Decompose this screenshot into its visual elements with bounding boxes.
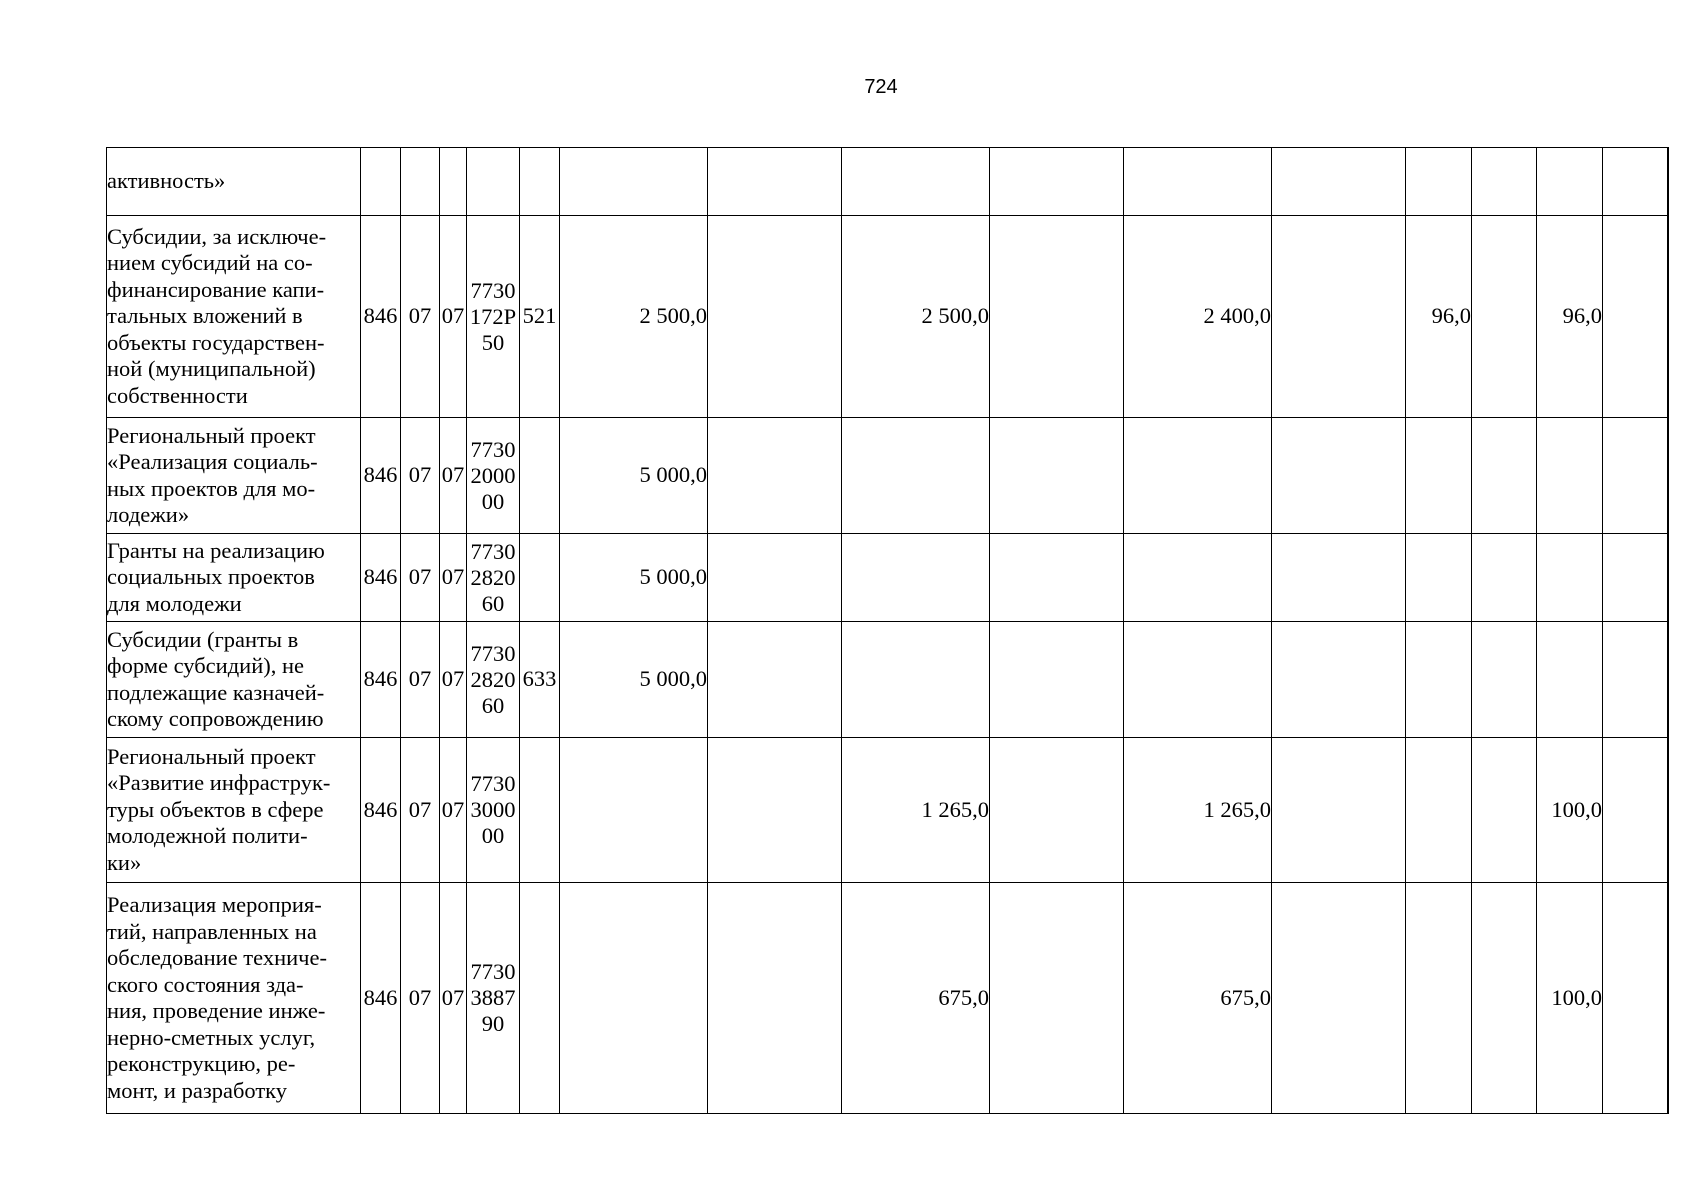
row-name-line: Субсидии (гранты в (107, 626, 299, 652)
value-cell-4 (990, 148, 1124, 216)
subsection-code-cell: 07 (440, 738, 467, 883)
value-cell-9: 96,0 (1537, 216, 1603, 418)
table-row (107, 216, 1669, 418)
value-cell-9 (1537, 148, 1603, 216)
target-article-line: 50 (481, 329, 505, 355)
value-cell-4 (990, 534, 1124, 622)
value-cell-2 (708, 622, 842, 738)
target-article-line: 7730 (470, 538, 516, 564)
expense-type-cell: 521 (520, 216, 560, 418)
value-cell-9 (1537, 622, 1603, 738)
value-cell-5: 1 265,0 (1124, 738, 1272, 883)
section-code-cell: 07 (401, 738, 440, 883)
row-name-line: для молодежи (107, 590, 242, 616)
value-cell-2 (708, 883, 842, 1114)
value-cell-11 (1668, 216, 1669, 418)
target-article-line: 60 (481, 590, 505, 616)
value-cell-1: 5 000,0 (560, 418, 708, 534)
value-cell-6 (1272, 738, 1406, 883)
value-cell-3 (842, 148, 990, 216)
value-cell-10 (1603, 418, 1668, 534)
value-cell-6 (1272, 622, 1406, 738)
row-name-cell (107, 418, 361, 534)
target-article-line: 3000 (470, 797, 516, 822)
value-cell-4 (990, 216, 1124, 418)
value-cell-8 (1472, 534, 1537, 622)
expense-type-cell: 633 (520, 622, 560, 738)
value-cell-3: 1 265,0 (842, 738, 990, 883)
row-name-line: молодежной полити- (107, 823, 308, 849)
value-cell-11 (1668, 148, 1669, 216)
row-name-line: нием субсидий на со- (107, 250, 313, 276)
value-cell-2 (708, 418, 842, 534)
value-cell-6 (1272, 148, 1406, 216)
row-name-line: лодежи» (107, 502, 190, 527)
table-row (107, 738, 1669, 883)
value-cell-11 (1668, 883, 1669, 1114)
value-cell-7 (1406, 418, 1472, 534)
value-cell-5 (1124, 622, 1272, 738)
section-code-cell: 07 (401, 622, 440, 738)
value-cell-3: 2 500,0 (842, 216, 990, 418)
row-name-line: собственности (107, 382, 248, 408)
target-article-cell (467, 148, 520, 216)
row-name-line: социальных проектов (107, 564, 315, 590)
admin-code-cell: 846 (361, 738, 401, 883)
row-name-line: ных проектов для мо- (107, 475, 316, 501)
subsection-code-cell (440, 148, 467, 216)
admin-code-cell: 846 (361, 622, 401, 738)
admin-code-cell: 846 (361, 534, 401, 622)
target-article-cell (467, 418, 520, 534)
value-cell-2 (708, 738, 842, 883)
target-article-line: 60 (481, 692, 505, 718)
target-article-line: 2820 (470, 666, 516, 692)
target-article-line: 2820 (470, 564, 516, 590)
target-article-line: 3887 (470, 985, 516, 1010)
value-cell-7 (1406, 883, 1472, 1114)
row-name-line: ной (муниципальной) (107, 356, 316, 382)
table-row (107, 534, 1669, 622)
target-article-line: 7730 (470, 771, 516, 796)
target-article-line: 7730 (470, 640, 516, 666)
value-cell-9 (1537, 534, 1603, 622)
target-article-line: 00 (481, 823, 505, 848)
target-article-cell (467, 534, 520, 622)
row-name-line: Региональный проект (107, 422, 316, 448)
target-article-cell (467, 622, 520, 738)
target-article-line: 7730 (470, 959, 516, 984)
value-cell-9 (1537, 418, 1603, 534)
row-name-line: монт, и разработку (107, 1077, 288, 1103)
value-cell-8 (1472, 738, 1537, 883)
budget-table (106, 147, 1669, 1114)
target-article-line: 90 (481, 1011, 505, 1036)
target-article-cell (467, 216, 520, 418)
value-cell-10 (1603, 738, 1668, 883)
row-name-cell (107, 534, 361, 622)
value-cell-2 (708, 148, 842, 216)
page-number: 724 (864, 76, 898, 98)
value-cell-7 (1406, 738, 1472, 883)
value-cell-8 (1472, 622, 1537, 738)
section-code-cell (401, 148, 440, 216)
value-cell-11 (1668, 738, 1669, 883)
value-cell-5: 675,0 (1124, 883, 1272, 1114)
value-cell-2 (708, 534, 842, 622)
value-cell-10 (1603, 622, 1668, 738)
value-cell-3: 675,0 (842, 883, 990, 1114)
value-cell-1 (560, 148, 708, 216)
value-cell-7 (1406, 148, 1472, 216)
value-cell-10 (1603, 534, 1668, 622)
value-cell-8 (1472, 216, 1537, 418)
admin-code-cell: 846 (361, 883, 401, 1114)
value-cell-4 (990, 883, 1124, 1114)
value-cell-5 (1124, 418, 1272, 534)
value-cell-4 (990, 418, 1124, 534)
value-cell-11 (1668, 418, 1669, 534)
admin-code-cell: 846 (361, 418, 401, 534)
subsection-code-cell: 07 (440, 418, 467, 534)
row-name-line: финансирование капи- (107, 276, 325, 302)
subsection-code-cell: 07 (440, 534, 467, 622)
admin-code-cell (361, 148, 401, 216)
target-article-cell (467, 738, 520, 883)
value-cell-7 (1406, 534, 1472, 622)
row-name-line: объекты государствен- (107, 329, 325, 355)
row-name-line: Реализация мероприя- (107, 892, 322, 917)
expense-type-cell (520, 534, 560, 622)
row-name-cell (107, 622, 361, 738)
table-row (107, 883, 1669, 1114)
subsection-code-cell: 07 (440, 883, 467, 1114)
value-cell-4 (990, 622, 1124, 738)
value-cell-9: 100,0 (1537, 738, 1603, 883)
value-cell-1: 2 500,0 (560, 216, 708, 418)
row-name-line: ки» (107, 849, 142, 875)
value-cell-9: 100,0 (1537, 883, 1603, 1114)
row-name-line: тий, направленных на (107, 918, 317, 944)
row-name-line: нерно-сметных услуг, (107, 1024, 316, 1050)
expense-type-cell (520, 738, 560, 883)
section-code-cell: 07 (401, 216, 440, 418)
value-cell-6 (1272, 216, 1406, 418)
value-cell-1 (560, 883, 708, 1114)
section-code-cell: 07 (401, 418, 440, 534)
row-name-cell (107, 148, 361, 216)
section-code-cell: 07 (401, 883, 440, 1114)
value-cell-2 (708, 216, 842, 418)
row-name-line: реконструкцию, ре- (107, 1051, 296, 1076)
row-name-line: скому сопровождению (107, 706, 324, 731)
value-cell-3 (842, 622, 990, 738)
value-cell-11 (1668, 622, 1669, 738)
value-cell-6 (1272, 418, 1406, 534)
row-name-line: подлежащие казначей- (107, 679, 325, 705)
expense-type-cell (520, 883, 560, 1114)
value-cell-3 (842, 418, 990, 534)
table-body (107, 148, 1669, 1114)
value-cell-7 (1406, 622, 1472, 738)
target-article-line: 2000 (470, 462, 516, 488)
target-article-line: 7730 (470, 436, 516, 462)
row-name-cell (107, 883, 361, 1114)
row-name-line: тальных вложений в (107, 303, 303, 329)
value-cell-6 (1272, 534, 1406, 622)
value-cell-1 (560, 738, 708, 883)
value-cell-7: 96,0 (1406, 216, 1472, 418)
row-name-line: Гранты на реализацию (107, 537, 325, 563)
value-cell-5 (1124, 534, 1272, 622)
row-name-line: Региональный проект (107, 743, 316, 769)
value-cell-6 (1272, 883, 1406, 1114)
row-name-cell (107, 216, 361, 418)
row-name-cell (107, 738, 361, 883)
row-name-line: обследование техниче- (107, 945, 327, 970)
row-name-line: форме субсидий), не (107, 653, 305, 678)
row-name-line: «Развитие инфраструк- (107, 770, 331, 796)
row-name-line: «Реализация социаль- (107, 449, 318, 474)
value-cell-4 (990, 738, 1124, 883)
value-cell-3 (842, 534, 990, 622)
value-cell-10 (1603, 883, 1668, 1114)
value-cell-1: 5 000,0 (560, 534, 708, 622)
row-name-line: туры объектов в сфере (107, 796, 324, 822)
value-cell-1: 5 000,0 (560, 622, 708, 738)
target-article-line: 00 (481, 488, 505, 514)
row-name-line: активность» (107, 168, 226, 194)
subsection-code-cell: 07 (440, 216, 467, 418)
row-name-line: Субсидии, за исключе- (107, 223, 327, 249)
value-cell-10 (1603, 216, 1668, 418)
table-row (107, 622, 1669, 738)
value-cell-5 (1124, 148, 1272, 216)
target-article-cell (467, 883, 520, 1114)
section-code-cell: 07 (401, 534, 440, 622)
table-row (107, 418, 1669, 534)
value-cell-8 (1472, 418, 1537, 534)
target-article-line: 7730 (470, 277, 516, 303)
expense-type-cell (520, 148, 560, 216)
row-name-line: ского состояния зда- (107, 971, 304, 997)
expense-type-cell (520, 418, 560, 534)
value-cell-8 (1472, 148, 1537, 216)
table-row (107, 148, 1669, 216)
target-article-line: 172Р (469, 303, 517, 329)
value-cell-11 (1668, 534, 1669, 622)
value-cell-5: 2 400,0 (1124, 216, 1272, 418)
row-name-line: ния, проведение инже- (107, 998, 326, 1023)
value-cell-10 (1603, 148, 1668, 216)
admin-code-cell: 846 (361, 216, 401, 418)
subsection-code-cell: 07 (440, 622, 467, 738)
value-cell-8 (1472, 883, 1537, 1114)
